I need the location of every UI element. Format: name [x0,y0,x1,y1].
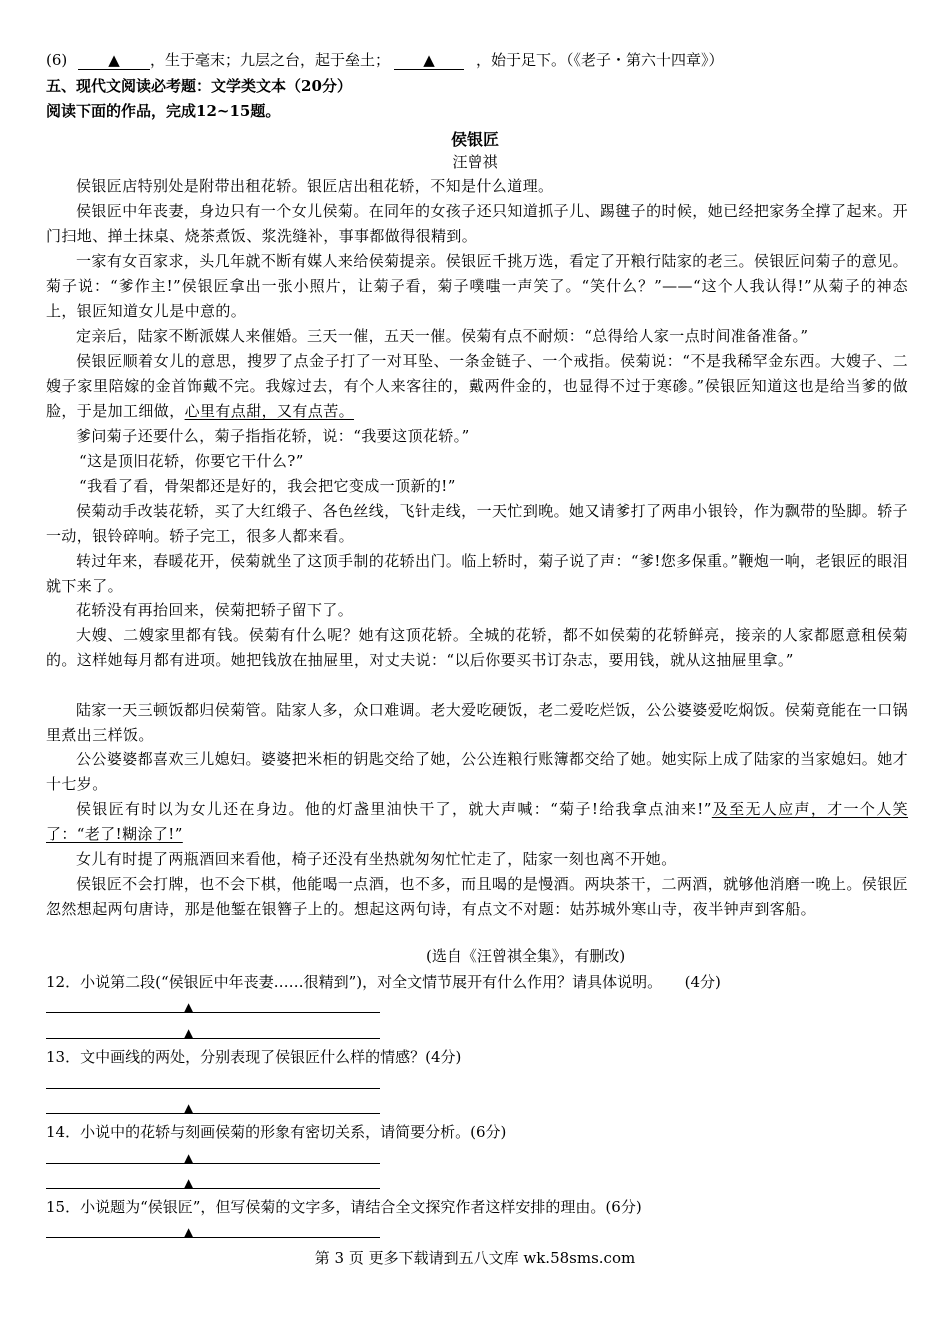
story-paragraph: 侯银匠不会打牌，也不会下棋，他能喝一点酒，也不多，而且喝的是慢酒。两块茶干，二两酒，就够他消磨一晚上。侯银匠忽然想起两句唐诗，那是他錾在银簪子上的。想起这两句诗，有点文不对题：姑苏城外寒山寺，夜半钟声到客船。 [46,875,908,918]
fill-in-blank-2[interactable] [394,52,464,70]
question-14: 14．小说中的花轿与刻画侯菊的形象有密切关系，请简要分析。(6分) [46,1123,507,1141]
paragraph-text: 侯银匠顺着女儿的意思，搜罗了点金子打了一对耳坠、一条金链子、一个戒指。侯菊说：“不是我稀罕金东西。大嫂子、二嫂子家里陪嫁的金首饰戴不完。我嫁过去，有个人来客往的，戴两件金的，也显得不过于寒碜。”侯银匠知道这也是给当爹的做脸，于是加工细做， [46,352,908,420]
underlined-passage-1: 心里有点甜，又有点苦。 [184,402,355,420]
story-paragraph: 转过年来，春暖花开，侯菊就坐了这顶手制的花轿出门。临上轿时，菊子说了声：“爹!您多保重。”鞭炮一响，老银匠的眼泪就下来了。 [46,552,908,595]
question-13: 13．文中画线的两处，分别表现了侯银匠什么样的情感？(4分) [46,1048,462,1066]
story-paragraph: 花轿没有再抬回来，侯菊把轿子留下了。 [76,601,354,619]
fill-in-line [46,50,724,70]
story-paragraph: 爹问菊子还要什么，菊子指指花轿，说：“我要这顶花轿。” [76,427,470,445]
answer-marker: ▲ [184,1225,194,1239]
answer-line[interactable] [46,996,380,1013]
answer-marker: ▲ [184,1000,194,1014]
story-paragraph: 公公婆婆都喜欢三儿媳妇。婆婆把米柜的钥匙交给了她，公公连粮行账簿都交给了她。她实际上成了陆家的当家媳妇。她才十七岁。 [46,750,908,793]
story-paragraph: “我看了看，骨架都还是好的，我会把它变成一顶新的!” [79,477,456,495]
story-paragraph: 侯菊动手改装花轿，买了大红缎子、各色丝线，飞针走线，一天忙到晚。她又请爹打了两串小银铃，作为飘带的坠脚。轿子一动，银铃碎响。轿子完工，很多人都来看。 [46,502,908,545]
fill-in-text-2: ，始于足下。（《老子・第六十四章》） [476,51,724,69]
answer-line[interactable] [46,1022,380,1039]
story-paragraph: 侯银匠中年丧妻，身边只有一个女儿侯菊。在同年的女孩子还只知道抓子儿、踢毽子的时候，她已经把家务全撑了起来。开门扫地、掸土抹桌、烧茶煮饭、浆洗缝补，事事都做得很精到。 [46,202,908,245]
story-paragraph [46,797,908,847]
story-source: (选自《汪曾祺全集》，有删改) [426,947,626,965]
answer-line[interactable] [46,1097,380,1114]
answer-marker: ▲ [184,1151,194,1165]
story-paragraph: 大嫂、二嫂家里都有钱。侯菊有什么呢？她有这顶花轿。全城的花轿，都不如侯菊的花轿鲜亮，接亲的人家都愿意租侯菊的。这样她每月都有进项。她把钱放在抽屉里，对丈夫说：“以后你要买书订杂志，要用钱，就从这抽屉里拿。” [46,626,908,669]
blank-marker: ▲ [423,51,435,69]
question-12: 12．小说第二段(“侯银匠中年丧妻……很精到”)，对全文情节展开有什么作用？请具体说明。 (4分) [46,973,721,991]
story-title: 侯银匠 [450,130,499,149]
section-heading: 五、现代文阅读必考题：文学类文本（20分） [46,77,352,95]
story-paragraph [46,349,908,424]
answer-marker: ▲ [184,1101,194,1115]
answer-line[interactable] [46,1172,380,1189]
section-instruction: 阅读下面的作品，完成12~15题。 [46,102,281,120]
answer-line[interactable] [46,1221,380,1238]
answer-marker: ▲ [184,1176,194,1190]
page-footer: 第 3 页 更多下载请到五八文库 wk.58sms.com [314,1249,636,1267]
blank-marker: ▲ [108,51,120,69]
story-author: 汪曾祺 [452,153,498,171]
story-paragraph: 定亲后，陆家不断派媒人来催婚。三天一催，五天一催。侯菊有点不耐烦：“总得给人家一点时间准备准备。” [76,327,809,345]
story-paragraph: 一家有女百家求，头几年就不断有媒人来给侯菊提亲。侯银匠千挑万选，看定了开粮行陆家的老三。侯银匠问菊子的意见。菊子说：“爹作主!”侯银匠拿出一张小照片，让菊子看，菊子噗嗤一声笑了。“笑什么？”——“这个人我认得!”从菊子的神态上，银匠知道女儿是中意的。 [46,252,908,320]
fill-in-blank-1[interactable] [78,52,150,70]
underlined-passage-2: 及至无人应声，才一个人笑了：“老了!糊涂了!” [46,800,909,843]
story-paragraph: 陆家一天三顿饭都归侯菊管。陆家人多，众口难调。老大爱吃硬饭，老二爱吃烂饭，公公婆婆爱吃焖饭。侯菊竟能在一口锅里煮出三样饭。 [46,701,908,744]
story-paragraph: 女儿有时提了两瓶酒回来看他，椅子还没有坐热就匆匆忙忙走了，陆家一刻也离不开她。 [76,850,677,868]
answer-marker: ▲ [184,1026,194,1040]
paragraph-text: 侯银匠有时以为女儿还在身边。他的灯盏里油快干了，就大声喊：“菊子!给我拿点油来!” [76,800,712,818]
answer-line[interactable] [46,1147,380,1164]
fill-in-text-1: ，生于毫末；九层之台，起于垒土； [150,51,391,69]
story-paragraph: “这是顶旧花轿，你要它干什么?” [79,452,304,470]
story-paragraph: 侯银匠店特别处是附带出租花轿。银匠店出租花轿，不知是什么道理。 [76,177,554,195]
question-15: 15．小说题为“侯银匠”，但写侯菊的文字多，请结合全文探究作者这样安排的理由。(6分) [46,1198,642,1216]
fill-in-number: (6) [46,51,68,69]
answer-line[interactable] [46,1072,380,1089]
